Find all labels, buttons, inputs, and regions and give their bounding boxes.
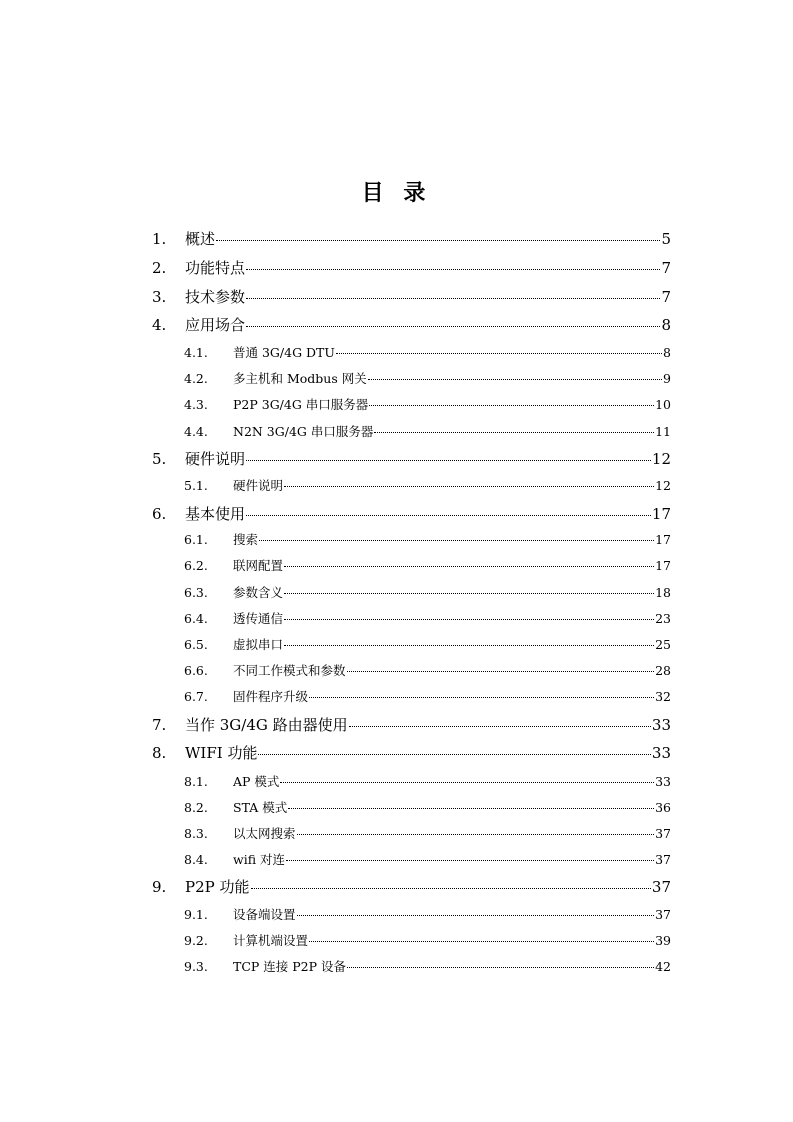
toc-entry-label: WIFI 功能 xyxy=(185,744,258,762)
toc-leader-dots xyxy=(368,379,662,380)
toc-entry-number: 6.7. xyxy=(184,689,208,704)
toc-entry[interactable] xyxy=(184,422,671,440)
toc-entry-number: 5.1. xyxy=(184,478,208,493)
toc-entry[interactable] xyxy=(152,314,671,335)
toc-entry-page: 25 xyxy=(655,637,671,652)
toc-entry-page: 33 xyxy=(655,774,671,789)
toc-entry[interactable] xyxy=(184,635,671,653)
toc-entry-label: STA 模式 xyxy=(233,800,288,815)
toc-entry-number: 8.2. xyxy=(184,800,208,815)
toc-entry[interactable] xyxy=(184,850,671,868)
toc-entry-number: 4.2. xyxy=(184,371,208,386)
toc-entry-number: 6. xyxy=(152,505,167,523)
toc-entry-number: 4. xyxy=(152,316,167,334)
toc-leader-dots xyxy=(251,888,651,889)
toc-entry-page: 23 xyxy=(655,611,671,626)
toc-entry[interactable] xyxy=(184,395,671,413)
toc-leader-dots xyxy=(374,432,654,433)
toc-entry-number: 9.3. xyxy=(184,959,208,974)
toc-entry-label: 固件程序升级 xyxy=(233,689,309,704)
toc-entry-page: 12 xyxy=(651,450,671,468)
toc-entry-label: P2P 功能 xyxy=(185,878,250,896)
toc-entry[interactable] xyxy=(152,257,671,278)
toc-leader-dots xyxy=(246,515,651,516)
toc-entry-label: 参数含义 xyxy=(233,585,284,600)
toc-entry[interactable] xyxy=(184,687,671,705)
toc-entry-number: 8.1. xyxy=(184,774,208,789)
toc-entry-page: 18 xyxy=(655,585,671,600)
toc-leader-dots xyxy=(309,941,654,942)
toc-entry-page: 10 xyxy=(655,397,671,412)
toc-entry-label: 计算机端设置 xyxy=(233,933,309,948)
toc-entry-page: 42 xyxy=(655,959,671,974)
toc-leader-dots xyxy=(336,353,662,354)
toc-entry-number: 3. xyxy=(152,288,167,306)
toc-entry-label: 功能特点 xyxy=(185,259,246,277)
toc-entry-page: 11 xyxy=(655,424,671,439)
toc-leader-dots xyxy=(284,619,654,620)
toc-leader-dots xyxy=(246,269,660,270)
toc-entry-number: 6.2. xyxy=(184,558,208,573)
toc-entry-number: 5. xyxy=(152,450,167,468)
toc-leader-dots xyxy=(259,540,654,541)
toc-entry-page: 32 xyxy=(655,689,671,704)
toc-entry-number: 9.1. xyxy=(184,907,208,922)
toc-entry-label: 硬件说明 xyxy=(185,450,246,468)
toc-entry-number: 4.3. xyxy=(184,397,208,412)
toc-entry-page: 33 xyxy=(651,716,671,734)
toc-leader-dots xyxy=(347,967,654,968)
toc-entry-label: 硬件说明 xyxy=(233,478,284,493)
toc-entry-label: P2P 3G/4G 串口服务器 xyxy=(233,397,369,412)
toc-leader-dots xyxy=(284,593,654,594)
toc-entry[interactable] xyxy=(184,772,671,790)
toc-entry-number: 1. xyxy=(152,230,167,248)
toc-leader-dots xyxy=(246,460,651,461)
toc-entry-number: 4.4. xyxy=(184,424,208,439)
toc-leader-dots xyxy=(309,697,654,698)
toc-leader-dots xyxy=(297,915,655,916)
toc-entry-label: 应用场合 xyxy=(185,316,246,334)
toc-entry-label: 不同工作模式和参数 xyxy=(233,663,346,678)
toc-entry-label: 多主机和 Modbus 网关 xyxy=(233,371,367,386)
toc-entry[interactable] xyxy=(152,714,671,735)
toc-entry-page: 12 xyxy=(655,478,671,493)
toc-leader-dots xyxy=(288,808,654,809)
toc-entry[interactable] xyxy=(184,905,671,923)
toc-entry-page: 8 xyxy=(663,345,671,360)
toc-entry-label: 搜索 xyxy=(233,532,259,547)
toc-entry-number: 6.3. xyxy=(184,585,208,600)
toc-entry-number: 8.4. xyxy=(184,852,208,867)
toc-entry-number: 9. xyxy=(152,878,167,896)
toc-entry-page: 17 xyxy=(651,505,671,523)
toc-entry[interactable] xyxy=(184,530,671,548)
toc-leader-dots xyxy=(246,298,660,299)
toc-leader-dots xyxy=(284,645,654,646)
toc-entry-label: TCP 连接 P2P 设备 xyxy=(233,959,347,974)
toc-leader-dots xyxy=(284,566,654,567)
toc-leader-dots xyxy=(369,405,654,406)
toc-entry-page: 7 xyxy=(661,259,671,277)
toc-leader-dots xyxy=(258,754,650,755)
toc-entry[interactable] xyxy=(152,503,671,524)
toc-entry[interactable] xyxy=(184,343,671,361)
toc-entry-number: 4.1. xyxy=(184,345,208,360)
toc-entry[interactable] xyxy=(152,286,671,307)
toc-entry-label: 虚拟串口 xyxy=(233,637,284,652)
toc-entry-page: 8 xyxy=(661,316,671,334)
toc-entry-label: 技术参数 xyxy=(185,288,246,306)
toc-entry[interactable] xyxy=(184,476,671,494)
toc-entry-label: 以太网搜索 xyxy=(233,826,296,841)
toc-entry-label: 普通 3G/4G DTU xyxy=(233,345,335,360)
toc-entry-number: 6.4. xyxy=(184,611,208,626)
toc-entry-page: 7 xyxy=(661,288,671,306)
toc-entry-page: 36 xyxy=(655,800,671,815)
toc-entry-number: 6.5. xyxy=(184,637,208,652)
toc-leader-dots xyxy=(297,834,655,835)
toc-entry-number: 8. xyxy=(152,744,167,762)
toc-entry-label: AP 模式 xyxy=(233,774,280,789)
toc-entry[interactable] xyxy=(184,824,671,842)
toc-leader-dots xyxy=(349,726,651,727)
toc-entry-number: 6.1. xyxy=(184,532,208,547)
toc-entry-page: 37 xyxy=(651,878,671,896)
toc-entry-page: 39 xyxy=(655,933,671,948)
toc-entry-label: 概述 xyxy=(185,230,216,248)
toc-entry-number: 7. xyxy=(152,716,167,734)
toc-entry[interactable] xyxy=(152,876,671,897)
toc-entry-page: 33 xyxy=(651,744,671,762)
toc-entry-label: 当作 3G/4G 路由器使用 xyxy=(185,716,348,734)
toc-entry-number: 9.2. xyxy=(184,933,208,948)
toc-entry[interactable] xyxy=(184,583,671,601)
toc-entry-page: 17 xyxy=(655,558,671,573)
toc-entry-page: 37 xyxy=(655,852,671,867)
toc-entry-page: 37 xyxy=(655,826,671,841)
toc-entry-label: 联网配置 xyxy=(233,558,284,573)
toc-entry-page: 17 xyxy=(655,532,671,547)
toc-entry-page: 37 xyxy=(655,907,671,922)
toc-entry[interactable] xyxy=(184,556,671,574)
toc-entry-label: 透传通信 xyxy=(233,611,284,626)
toc-entry[interactable] xyxy=(184,609,671,627)
toc-entry-label: 设备端设置 xyxy=(233,907,296,922)
toc-entry[interactable] xyxy=(152,742,671,763)
toc-leader-dots xyxy=(284,486,654,487)
toc-entry-page: 5 xyxy=(661,230,671,248)
toc-entry-page: 9 xyxy=(663,371,671,386)
toc-entry-number: 8.3. xyxy=(184,826,208,841)
toc-entry-label: wifi 对连 xyxy=(233,852,286,867)
toc-entry[interactable] xyxy=(184,369,671,387)
toc-leader-dots xyxy=(286,860,654,861)
toc-leader-dots xyxy=(280,782,654,783)
toc-entry-number: 6.6. xyxy=(184,663,208,678)
toc-leader-dots xyxy=(347,671,655,672)
toc-entry[interactable] xyxy=(184,957,671,975)
toc-entry[interactable] xyxy=(152,228,671,249)
toc-leader-dots xyxy=(216,240,660,241)
toc-entry-label: N2N 3G/4G 串口服务器 xyxy=(233,424,374,439)
toc-leader-dots xyxy=(246,326,660,327)
toc-entry[interactable] xyxy=(184,798,671,816)
toc-entry[interactable] xyxy=(184,661,671,679)
toc-entry-number: 2. xyxy=(152,259,167,277)
toc-entry[interactable] xyxy=(152,448,671,469)
toc-entry-page: 28 xyxy=(655,663,671,678)
page-title: 目 录 xyxy=(361,181,432,206)
toc-entry[interactable] xyxy=(184,931,671,949)
toc-entry-label: 基本使用 xyxy=(185,505,246,523)
